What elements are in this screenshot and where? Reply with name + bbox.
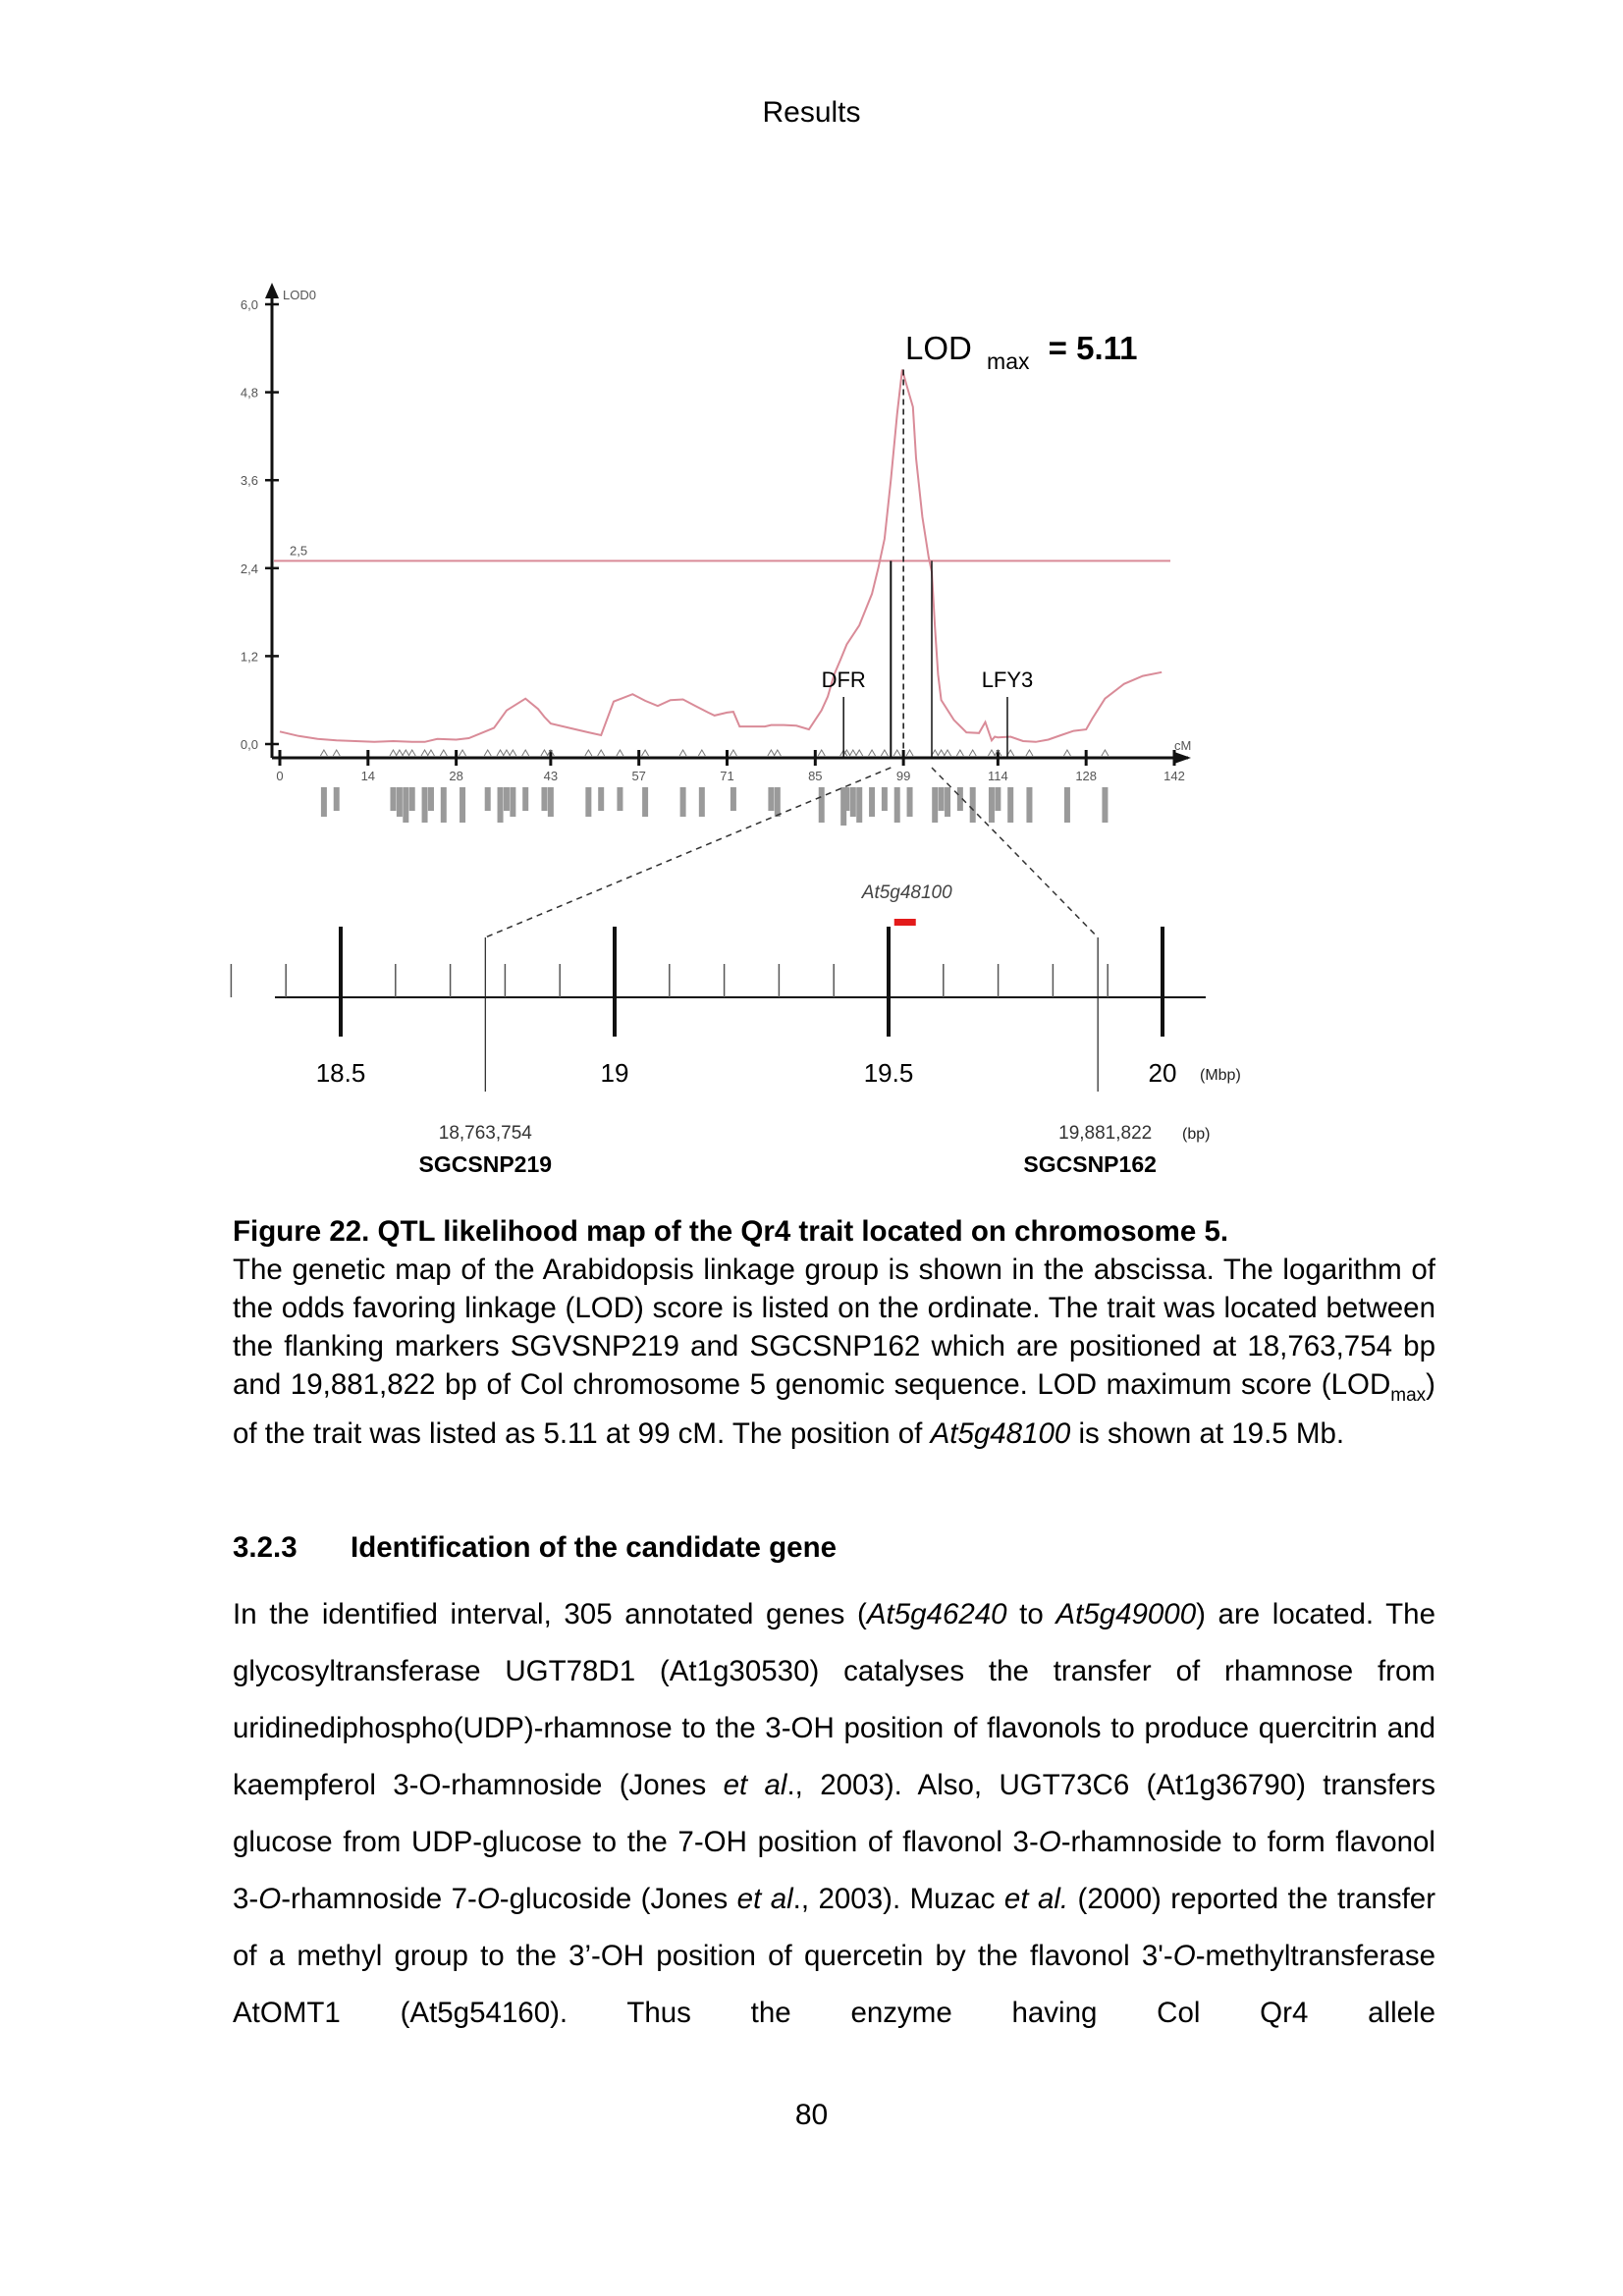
left-flank-name: SGCSNP219 (418, 1151, 553, 1177)
major-tick-label: 18.5 (315, 1058, 366, 1088)
marker-label (321, 787, 327, 817)
marker-label (945, 787, 950, 817)
named-marker-label: DFR (821, 667, 866, 692)
y-axis-arrow (265, 283, 279, 298)
named-marker-label: LFY3 (981, 667, 1034, 692)
marker-label (460, 787, 465, 823)
marker-triangle (427, 750, 434, 756)
section-title: Identification of the candidate gene (351, 1531, 837, 1564)
marker-label (403, 787, 408, 823)
marker-label (989, 787, 995, 823)
marker-triangle (460, 750, 466, 756)
major-tick-label: 19.5 (863, 1058, 914, 1088)
marker-label (522, 787, 528, 811)
marker-triangle (945, 750, 951, 756)
marker-triangle (320, 750, 327, 756)
marker-triangle (818, 750, 825, 756)
marker-triangle (333, 750, 340, 756)
marker-triangle (881, 750, 888, 756)
y-axis-title: LOD0 (283, 288, 316, 302)
text: In the identified interval, 305 annotated genes ( (233, 1598, 867, 1630)
marker-triangle (1026, 750, 1033, 756)
marker-triangle (869, 750, 876, 756)
x-tick-label: 99 (895, 769, 911, 783)
page-number: 80 (794, 2099, 829, 2131)
marker-triangle (617, 750, 623, 756)
marker-label (730, 787, 736, 811)
marker-triangle (1007, 750, 1014, 756)
lod-max-label: LOD $_{max}$ = 5.11 (905, 330, 1138, 374)
marker-label (485, 787, 491, 811)
marker-label (939, 787, 945, 811)
marker-triangle (938, 750, 945, 756)
marker-label (409, 787, 415, 811)
x-tick-label: 28 (449, 769, 463, 783)
marker-triangle (484, 750, 491, 756)
marker-label (617, 787, 622, 811)
citation-etal: et al (736, 1883, 793, 1915)
physical-map (231, 768, 1240, 1177)
marker-triangle (403, 750, 409, 756)
x-tick-label: 14 (360, 769, 376, 783)
marker-triangle (396, 750, 403, 756)
marker-label (894, 787, 900, 823)
marker-label (1102, 787, 1108, 823)
caption-text: ) of the trait was listed as 5.11 at 99 cM. The position of (233, 1368, 1435, 1450)
marker-triangle (585, 750, 592, 756)
x-tick-label: 85 (808, 769, 823, 783)
caption-text: is shown at 19.5 Mb. (1070, 1416, 1345, 1450)
marker-triangle (969, 750, 976, 756)
left-flank-position: 18,763,754 (438, 1123, 532, 1144)
body-paragraph (233, 1586, 1435, 2042)
marker-label (510, 787, 515, 817)
text: -rhamnoside 7- (281, 1883, 477, 1915)
y-tick-label: 0,0 (240, 737, 258, 752)
gene-marker (894, 919, 916, 926)
section-number: 3.2.3 (233, 1531, 298, 1564)
citation-etal: et al (723, 1769, 787, 1801)
caption-title: Figure 22. QTL likelihood map of the Qr4 trait located on chromosome 5. (233, 1215, 1229, 1248)
marker-label (548, 787, 554, 817)
marker-triangle (988, 750, 995, 756)
marker-label (970, 787, 976, 823)
figure-caption (233, 1212, 1435, 1453)
marker-label (932, 787, 938, 823)
x-tick-label: 43 (543, 769, 559, 783)
text: -rhamnoside to form flavonol 3- (233, 1826, 1435, 1915)
marker-triangle (497, 750, 504, 756)
marker-label (680, 787, 686, 817)
caption-text: The genetic map of the Arabidopsis linkage group is shown in the abscissa. The logarithm of the odds favoring linkage (LOD) score is listed on the ordinate. The trait was located between the flanking markers SGVSNP219 and SGCSNP162 which are positioned at 18,763,754 bp and 19,881,822 bp of Col chromosome 5 genomic sequence. LOD maximum score (LOD (233, 1254, 1435, 1401)
marker-triangle (849, 750, 856, 756)
marker-triangle (768, 750, 775, 756)
marker-triangle (932, 750, 939, 756)
text: ) are located. The glycosyltransferase UGT78D1 (At1g30530) catalyses the transfer of rhamnose from uridinediphospho(UDP)-rhamnose to the 3-OH position of flavonols to produce quercitrin and kaempferol 3-O-rhamnoside (Jones (233, 1598, 1435, 1801)
x-tick-label: 128 (1075, 769, 1098, 783)
x-tick-label: 71 (720, 769, 734, 783)
marker-label (768, 787, 774, 811)
text: -methyltransferase AtOMT1 (At5g54160). Thus the enzyme having Col Qr4 allele (233, 1940, 1435, 2029)
marker-label (843, 787, 849, 811)
marker-label (1007, 787, 1013, 823)
marker-label (397, 787, 403, 817)
x-tick-label: 142 (1163, 769, 1185, 783)
marker-triangle (510, 750, 516, 756)
marker-label (699, 787, 705, 817)
italic-o: O (476, 1883, 500, 1915)
text: to (1006, 1598, 1056, 1630)
marker-triangle (679, 750, 686, 756)
x-axis-arrow (1174, 752, 1191, 764)
marker-label (775, 787, 781, 817)
gene-name: At5g49000 (1055, 1598, 1197, 1630)
marker-label (504, 787, 510, 811)
marker-label (819, 787, 825, 823)
marker-label (882, 787, 888, 811)
y-tick-label: 1,2 (240, 649, 258, 665)
marker-triangle (408, 750, 415, 756)
marker-triangle (598, 750, 605, 756)
x-tick-label: 0 (276, 769, 284, 783)
italic-o: O (258, 1883, 282, 1915)
x-tick-label: 114 (987, 769, 1008, 783)
text: ., 2003). Muzac (792, 1883, 1004, 1915)
marker-label (422, 787, 428, 823)
gene-label: At5g48100 (861, 882, 952, 903)
mbp-unit-label: (Mbp) (1200, 1067, 1241, 1084)
major-tick-label: 19 (600, 1058, 629, 1088)
marker-label (334, 787, 340, 811)
marker-label (441, 787, 447, 823)
y-tick-label: 6,0 (240, 297, 258, 312)
marker-triangle (856, 750, 863, 756)
marker-triangle (1102, 750, 1109, 756)
y-tick-label: 4,8 (240, 385, 258, 400)
caption-sub: max (1390, 1384, 1427, 1406)
citation-etal: et al. (1003, 1883, 1069, 1915)
marker-label (869, 787, 875, 817)
bp-unit-label: (bp) (1182, 1126, 1211, 1143)
marker-label (907, 787, 913, 817)
marker-label (995, 787, 1001, 811)
marker-label (498, 787, 504, 823)
threshold-label: 2,5 (290, 543, 308, 559)
y-tick-label: 2,4 (240, 561, 258, 576)
marker-triangle (503, 750, 510, 756)
text: (2000) reported the transfer of a methyl group to the 3’-OH position of quercetin by the flavonol 3'- (233, 1883, 1436, 1972)
marker-label (598, 787, 604, 811)
marker-triangle (541, 750, 548, 756)
connector-right (932, 768, 1098, 937)
marker-triangle (642, 750, 649, 756)
gene-name: At5g46240 (866, 1598, 1007, 1630)
marker-triangle (906, 750, 913, 756)
marker-label (541, 787, 547, 811)
marker-triangle (522, 750, 529, 756)
marker-label (585, 787, 591, 817)
y-tick-label: 3,6 (240, 473, 258, 489)
italic-o: O (1038, 1826, 1061, 1858)
marker-triangle (421, 750, 428, 756)
x-axis-unit: cM (1174, 738, 1192, 753)
marker-label (642, 787, 648, 817)
right-flank-name: SGCSNP162 (1023, 1151, 1157, 1177)
marker-triangle (730, 750, 736, 756)
text: ., 2003). Also, UGT73C6 (At1g36790) transfers glucose from UDP-glucose to the 7-OH position of flavonol 3- (233, 1769, 1436, 1858)
marker-label (850, 787, 856, 817)
marker-triangle (1063, 750, 1070, 756)
marker-label (390, 787, 396, 811)
x-tick-label: 57 (631, 769, 646, 783)
marker-triangle (893, 750, 900, 756)
marker-triangle (440, 750, 447, 756)
marker-triangle (774, 750, 781, 756)
section-heading (233, 1531, 1435, 1565)
major-tick-label: 20 (1148, 1058, 1177, 1088)
running-head: Results (762, 96, 861, 129)
marker-triangle (698, 750, 705, 756)
text: -glucoside (Jones (499, 1883, 737, 1915)
marker-triangle (390, 750, 397, 756)
italic-o: O (1172, 1940, 1196, 1972)
marker-triangle (956, 750, 963, 756)
right-flank-position: 19,881,822 (1058, 1123, 1153, 1144)
marker-label (1026, 787, 1032, 823)
marker-label (856, 787, 862, 823)
marker-label (428, 787, 434, 811)
caption-gene: At5g48100 (930, 1416, 1071, 1450)
marker-label (1064, 787, 1070, 823)
